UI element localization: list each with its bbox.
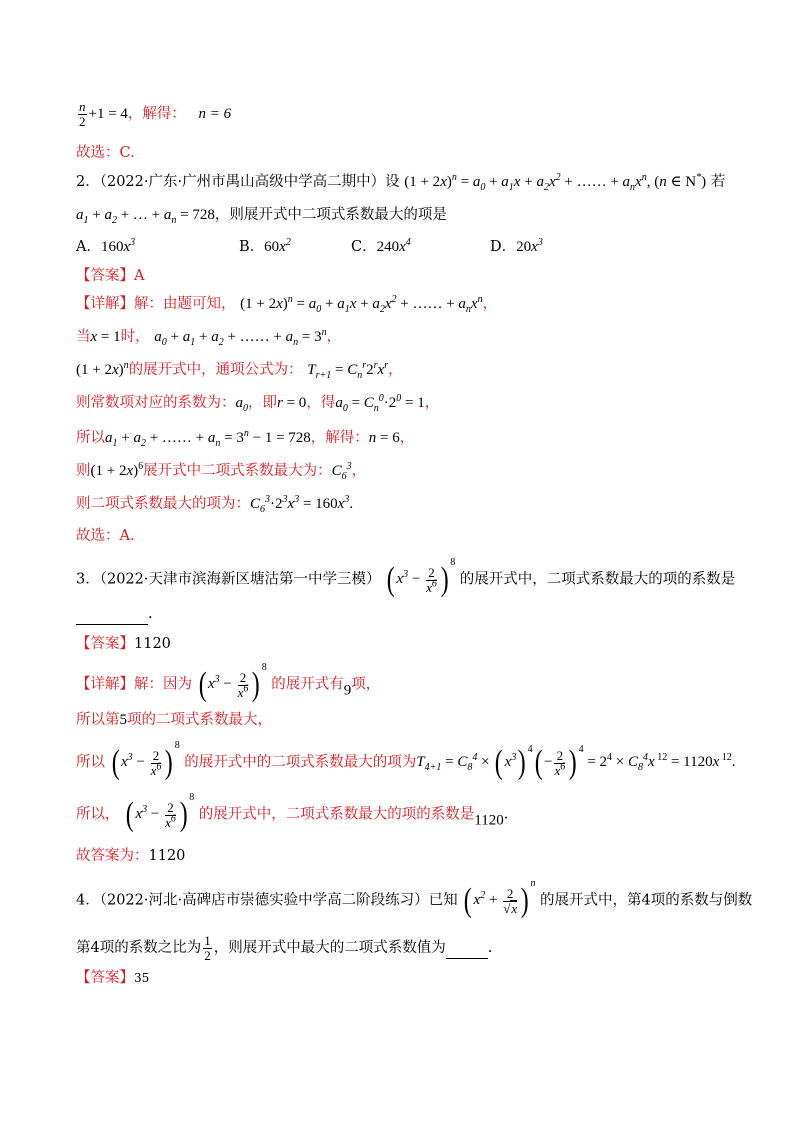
question-4-line-1: 4．（2022·河北·高碑店市崇德实验中学高二阶段练习）已知 ( $x^2$ + $\frac{2}{√x}$ ) $^n$ 的展开式中，第4项的系数与倒数 — [76, 878, 753, 919]
equation: $\frac{n}{2}$ +1 = 4 — [79, 99, 128, 129]
choose-a: 故选：A. — [76, 528, 135, 544]
binomial-expression: ( $x^3$ − $\frac{2}{x^6}$ ) $^8$ — [386, 557, 456, 598]
detail-2-line-7: 则二项式系数最大的项为：$C_6^3\cdot 2^3x^3 = 160x^3$. — [76, 494, 354, 515]
detail-3-line-2: 所以第5项的二项式系数最大， — [76, 712, 272, 728]
detail-3-line-4: 所以， ( $x^3$ − $\frac{2}{x^6}$ ) $^8$ 的展开式中，二项式系数最大的项的系数是1120. — [76, 792, 509, 833]
answer-3: 【答案】1120 — [76, 636, 171, 652]
question-3-blank: . — [76, 604, 153, 625]
answer-2: 【答案】A — [76, 268, 145, 284]
answer-blank-4[interactable] — [446, 938, 488, 959]
detail-2-line-6: 则$(1 + 2x)^6$展开式中二项式系数最大为：$C_6^3$， — [76, 461, 367, 482]
option-d[interactable]: D．$20x^3$ — [490, 237, 543, 255]
detail-2-line-1: 【详解】解：由题可知， $(1 + 2x)^n = a_0 + a_1x + a_2x^2$ + …… + $a_nx^n$， — [76, 294, 498, 315]
question-2-options — [76, 237, 676, 259]
detail-2-line-5: 所以$a_1 + a_2$ + …… + $a_n = 3^n - 1 = 728$，解得：n = 6， — [76, 428, 415, 449]
question-3-line-1: 3．（2022·天津市滨海新区塘沽第一中学三模） ( $x^3$ − $\frac{2}{x^6}$ ) $^8$ 的展开式中，二项式系数最大的项的系数是 — [76, 557, 736, 598]
detail-2-line-2: 当x = 1时， $a_0 + a_1 + a_2$ + …… + $a_n = 3^n$， — [76, 327, 342, 348]
option-a[interactable]: A．$160x^3$ — [76, 237, 136, 255]
detail-2-line-4: 则常数项对应的系数为：$a_0$，即r = 0，得$a_0 = C_n^0\cdot 2^0 = 1$， — [76, 393, 440, 414]
question-4-line-2: 第4项的系数之比为 $\frac{1}{2}$ ，则展开式中最大的二项式系数值为 . — [76, 933, 493, 963]
binomial-expression-4: ( $x^2$ + $\frac{2}{√x}$ ) $^n$ — [463, 878, 536, 919]
detail-3-answer: 故答案为：1120 — [76, 848, 186, 864]
detail-3-line-3: 所以 ( $x^3$ − $\frac{2}{x^6}$ ) $^8$ 的展开式中的二项式系数最大的项为$T_{4+1} = C_8^4$ × ( $x^3$) $^4$( − $\frac{2}{x^6}$ ) $^4 = 2^4 \times C_8^4x$ $^{12}$ = 1120x $^{12}$. — [76, 740, 736, 781]
option-c[interactable]: C．$240x^4$ — [351, 237, 411, 255]
answer-blank[interactable] — [76, 604, 148, 625]
answer-4: 【答案】35 — [76, 970, 150, 986]
result-n: n = 6 — [198, 105, 232, 122]
line-n-solve: $\frac{n}{2}$ +1 = 4，解得： n = 6 — [76, 100, 231, 129]
question-2-line-2: $a_1 + a_2$ + … + $a_n = 728$，则展开式中二项式系数最大的项是 — [76, 207, 447, 226]
detail-3-line-1: 【详解】解：因为 ( $x^3$ − $\frac{2}{x^6}$ ) $^8$ 的展开式有9项， — [76, 662, 381, 703]
detail-2-line-3: $(1 + 2x)^n$的展开式中，通项公式为： $T_{r+1} = C_n^r2^rx^r$， — [76, 360, 403, 381]
expansion-formula: $(1 + 2x)^n = a_0 + a_1x + a_2x^2$ + …… + $a_nx^n$, (n ∈ N*) — [404, 172, 707, 193]
option-b[interactable]: B．$60x^2$ — [239, 237, 291, 255]
choose-c: 故选：C. — [76, 145, 135, 161]
question-2-line-1: 2．（2022·广东·广州市禺山高级中学高二期中）设 $(1 + 2x)^n = a_0 + a_1x + a_2x^2$ + …… + $a_nx^n$, (n ∈ N*) 若 — [76, 172, 726, 193]
